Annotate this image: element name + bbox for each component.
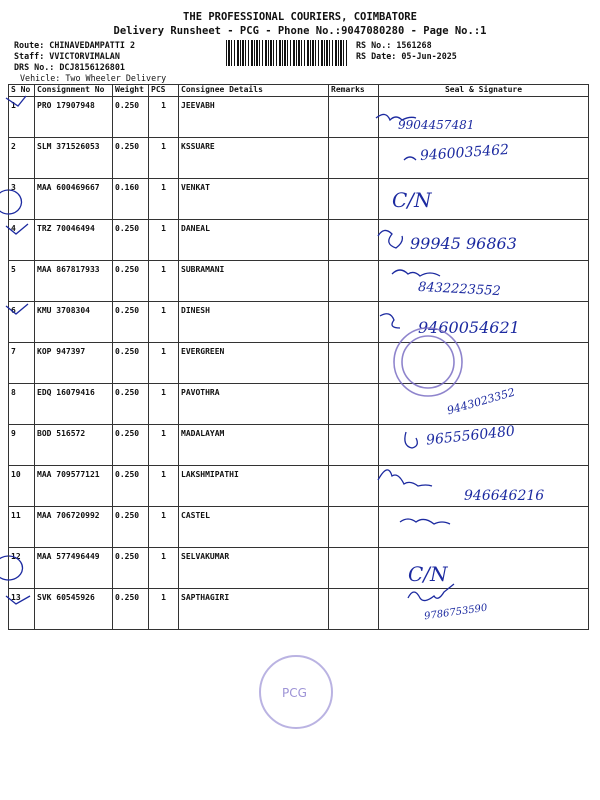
col-sno: S No	[9, 85, 35, 97]
cell-pcs: 1	[149, 302, 179, 343]
col-consignee: Consignee Details	[179, 85, 329, 97]
pcg-stamp-text: PCG	[282, 686, 307, 700]
cell-sno: 1	[9, 97, 35, 138]
cell-sno: 12	[9, 548, 35, 589]
cell-consignment: BOD 516572	[35, 425, 113, 466]
handwritten-phone-4: 99945 96863	[410, 234, 517, 253]
ring-sno-12	[0, 556, 23, 580]
signature-scribble-4	[378, 230, 402, 248]
cell-consignee: LAKSHMIPATHI	[179, 466, 329, 507]
cell-weight: 0.250	[113, 466, 149, 507]
cell-pcs: 1	[149, 507, 179, 548]
round-seal	[394, 328, 462, 396]
signature-scribble-9	[405, 432, 417, 448]
cell-consignee: SAPTHAGIRI	[179, 589, 329, 630]
cell-sno: 9	[9, 425, 35, 466]
cell-sno: 7	[9, 343, 35, 384]
handwritten-phone-13: 9786753590	[423, 602, 489, 623]
tick-sno-1	[6, 96, 26, 106]
cell-pcs: 1	[149, 466, 179, 507]
cell-consignee: MADALAYAM	[179, 425, 329, 466]
cell-sno: 4	[9, 220, 35, 261]
cell-weight: 0.250	[113, 97, 149, 138]
cell-weight: 0.250	[113, 425, 149, 466]
signature-scribble-11	[400, 519, 450, 524]
handwritten-phone-6: 9460054621	[418, 318, 520, 337]
signature-scribble-6	[380, 314, 400, 328]
cell-sno: 13	[9, 589, 35, 630]
tick-sno-4	[6, 224, 28, 234]
cell-consignment: EDQ 16079416	[35, 384, 113, 425]
cell-consignee: SELVAKUMAR	[179, 548, 329, 589]
cell-sno: 2	[9, 138, 35, 179]
company-title: THE PROFESSIONAL COURIERS, COIMBATORE	[183, 11, 417, 23]
signature-scribble-1	[376, 114, 416, 120]
cell-consignment: MAA 706720992	[35, 507, 113, 548]
staff-label: Staff: VVICTORVIMALAN	[14, 51, 120, 61]
cell-pcs: 1	[149, 589, 179, 630]
signature-scribble-10	[378, 470, 432, 486]
cell-weight: 0.250	[113, 138, 149, 179]
col-remarks: Remarks	[329, 85, 379, 97]
cell-consignee: CASTEL	[179, 507, 329, 548]
cell-consignee: PAVOTHRA	[179, 384, 329, 425]
cell-sno: 8	[9, 384, 35, 425]
cell-pcs: 1	[149, 261, 179, 302]
cell-consignee: JEEVABH	[179, 97, 329, 138]
cell-sno: 5	[9, 261, 35, 302]
cell-sno: 10	[9, 466, 35, 507]
cell-consignment: SLM 371526053	[35, 138, 113, 179]
handwritten-phone-10: 946646216	[464, 488, 545, 504]
cell-consignee: DANEAL	[179, 220, 329, 261]
round-seal-inner	[402, 336, 454, 388]
cell-weight: 0.250	[113, 302, 149, 343]
tick-sno-13	[6, 596, 30, 604]
cell-consignee: SUBRAMANI	[179, 261, 329, 302]
cell-pcs: 1	[149, 384, 179, 425]
cell-consignment: MAA 600469667	[35, 179, 113, 220]
handwritten-cn-3: C/N	[392, 188, 432, 212]
rs-number: RS No.: 1561268	[356, 40, 432, 50]
cell-pcs: 1	[149, 548, 179, 589]
tick-sno-6	[6, 304, 28, 314]
cell-sno: 6	[9, 302, 35, 343]
cell-consignee: VENKAT	[179, 179, 329, 220]
cell-weight: 0.250	[113, 261, 149, 302]
ring-sno-3	[0, 190, 21, 214]
col-pcs: PCS	[149, 85, 179, 97]
col-signature: Seal & Signature	[379, 85, 589, 97]
cell-weight: 0.160	[113, 179, 149, 220]
cell-sno: 11	[9, 507, 35, 548]
cell-sno: 3	[9, 179, 35, 220]
cell-weight: 0.250	[113, 589, 149, 630]
signature-scribble-5	[392, 270, 440, 276]
drs-label: DRS No.: DCJ8156126801	[14, 62, 125, 72]
cell-pcs: 1	[149, 425, 179, 466]
cell-consignee: DINESH	[179, 302, 329, 343]
cell-consignment: MAA 867817933	[35, 261, 113, 302]
cell-pcs: 1	[149, 97, 179, 138]
col-consignment: Consignment No	[35, 85, 113, 97]
cell-consignee: EVERGREEN	[179, 343, 329, 384]
handwritten-phone-1: 9904457481	[398, 118, 475, 132]
col-weight: Weight	[113, 85, 149, 97]
cell-pcs: 1	[149, 138, 179, 179]
cell-consignment: SVK 60545926	[35, 589, 113, 630]
cell-weight: 0.250	[113, 384, 149, 425]
cell-consignment: PRO 17907948	[35, 97, 113, 138]
route-label: Route: CHINAVEDAMPATTI 2	[14, 40, 136, 50]
cell-pcs: 1	[149, 343, 179, 384]
cell-consignment: MAA 577496449	[35, 548, 113, 589]
cell-weight: 0.250	[113, 220, 149, 261]
handwritten-phone-2: 9460035462	[419, 141, 510, 165]
handwritten-phone-5: 8432223552	[417, 279, 502, 300]
cell-pcs: 1	[149, 220, 179, 261]
signature-scribble-13	[408, 584, 454, 601]
handwritten-phone-9: 9655560480	[425, 423, 516, 449]
cell-weight: 0.250	[113, 548, 149, 589]
cell-weight: 0.250	[113, 507, 149, 548]
cell-consignment: KMU 3708304	[35, 302, 113, 343]
cell-consignment: TRZ 70046494	[35, 220, 113, 261]
handwritten-phone-8: 9443023352	[445, 385, 517, 418]
rs-date: RS Date: 05-Jun-2025	[356, 51, 457, 61]
signature-scribble-2	[404, 157, 416, 160]
runsheet-subtitle: Delivery Runsheet - PCG - Phone No.:9047080280 - Page No.:1	[113, 25, 487, 37]
handwritten-cn-12: C/N	[408, 562, 448, 586]
cell-consignee: KSSUARE	[179, 138, 329, 179]
cell-consignment: MAA 709577121	[35, 466, 113, 507]
vehicle-label: Vehicle: Two Wheeler Delivery	[20, 73, 167, 83]
cell-weight: 0.250	[113, 343, 149, 384]
cell-consignment: KOP 947397	[35, 343, 113, 384]
cell-pcs: 1	[149, 179, 179, 220]
